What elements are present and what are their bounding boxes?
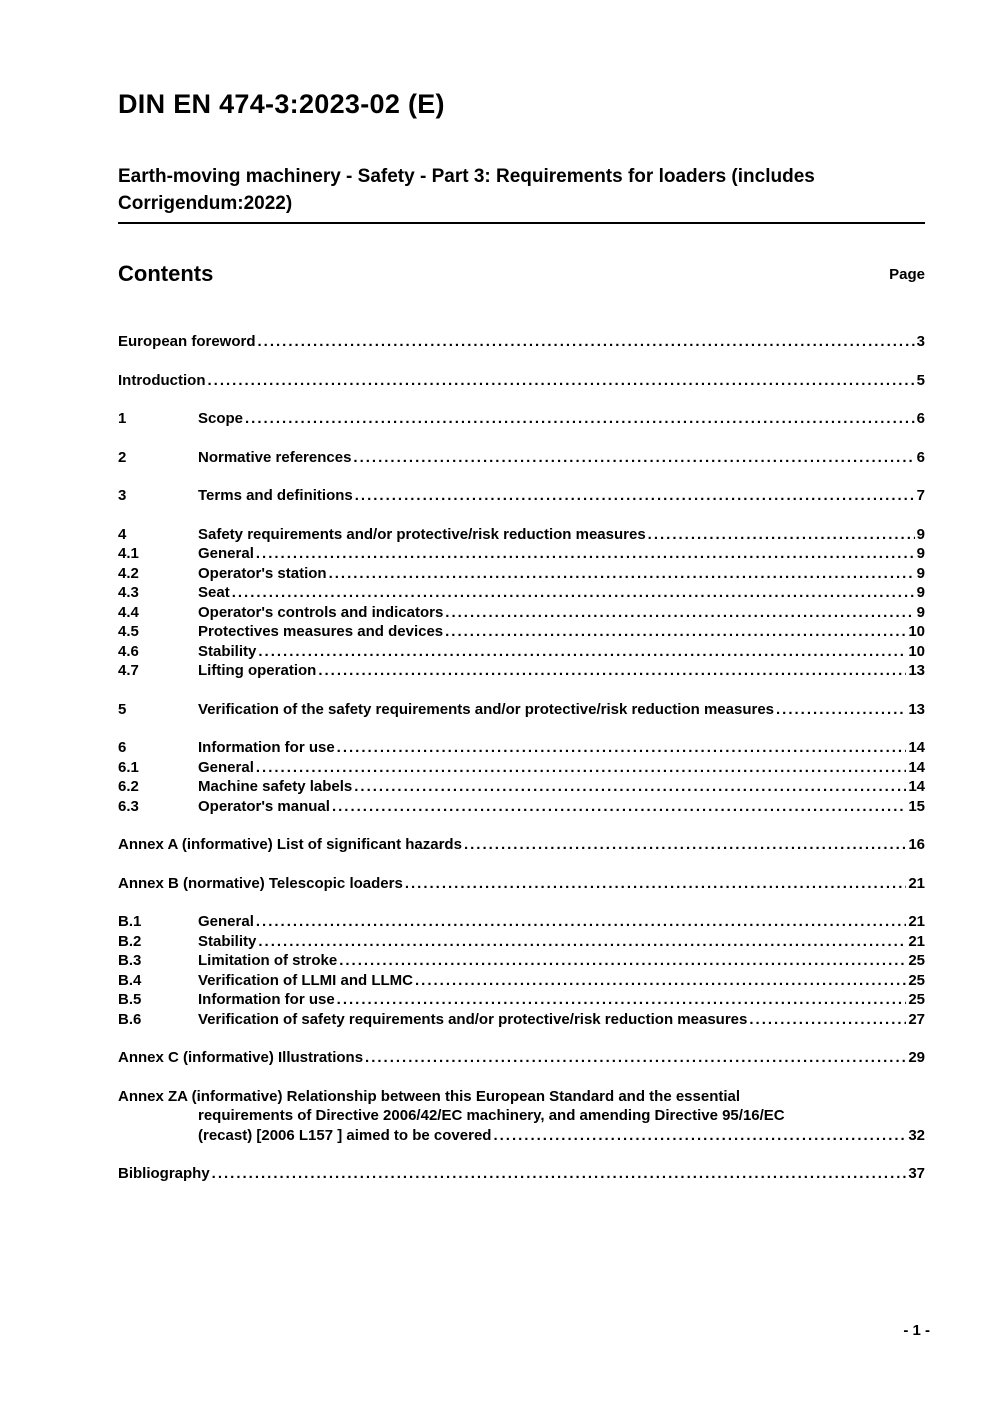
toc-row bbox=[118, 448, 925, 468]
document-id: DIN EN 474-3:2023-02 (E) bbox=[118, 89, 445, 119]
toc-entry-page-number: 21 bbox=[908, 913, 925, 931]
page-column-label: Page bbox=[889, 266, 925, 284]
toc-entry-page-number: 25 bbox=[908, 991, 925, 1009]
toc-row bbox=[118, 912, 925, 932]
toc-entry-label: Verification of LLMI and LLMC bbox=[198, 971, 413, 989]
toc-entry-label: Information for use bbox=[198, 991, 335, 1009]
toc-entry-label: Information for use bbox=[198, 739, 335, 757]
toc-entry-page-number: 15 bbox=[908, 797, 925, 815]
toc-row bbox=[118, 777, 925, 797]
toc-entry-page-number: 9 bbox=[916, 564, 925, 582]
toc-entry bbox=[118, 525, 925, 545]
toc-dot-leader bbox=[353, 448, 914, 468]
toc-entry bbox=[118, 1087, 925, 1146]
toc-entry bbox=[118, 951, 925, 971]
toc-row bbox=[118, 951, 925, 971]
toc-entry-page-number: 5 bbox=[916, 371, 925, 389]
toc-entry bbox=[118, 1164, 925, 1184]
toc-entry bbox=[118, 738, 925, 758]
toc-row bbox=[118, 525, 925, 545]
toc-entry-page-number: 25 bbox=[908, 952, 925, 970]
toc-entry-number: 6.2 bbox=[118, 778, 139, 796]
page-number-footer: - 1 - bbox=[903, 1322, 930, 1339]
toc-row bbox=[118, 874, 925, 894]
toc-entry-page-number: 27 bbox=[908, 1010, 925, 1028]
toc-dot-leader bbox=[256, 912, 906, 932]
toc-entry-page-number: 9 bbox=[916, 584, 925, 602]
toc-entry-label: Operator's controls and indicators bbox=[198, 603, 444, 621]
toc-entry-label: Operator's manual bbox=[198, 797, 330, 815]
toc-entry bbox=[118, 874, 925, 894]
contents-header bbox=[118, 262, 925, 286]
toc-entry-page-number: 9 bbox=[916, 545, 925, 563]
toc-row bbox=[118, 661, 925, 681]
toc-entry-label: Operator's station bbox=[198, 564, 327, 582]
toc-entry-label: Annex B (normative) Telescopic loaders bbox=[118, 874, 403, 892]
toc-dot-leader bbox=[212, 1164, 907, 1184]
toc-entry-label: European foreword bbox=[118, 333, 256, 351]
toc-entry-number: B.5 bbox=[118, 991, 142, 1009]
toc-entry-number: 3 bbox=[118, 487, 127, 505]
toc-dot-leader bbox=[329, 564, 915, 584]
toc-entry-continuation-line: requirements of Directive 2006/42/EC machinery, and amending Directive 95/16/EC bbox=[198, 1107, 785, 1125]
toc-entry-page-number: 10 bbox=[908, 642, 925, 660]
contents-heading: Contents bbox=[118, 260, 214, 286]
toc-dot-leader bbox=[339, 951, 906, 971]
toc-entry bbox=[118, 564, 925, 584]
toc-row bbox=[118, 332, 925, 352]
toc-dot-leader bbox=[493, 1126, 906, 1146]
toc-entry bbox=[118, 797, 925, 817]
toc-entry bbox=[118, 603, 925, 623]
toc-entry-number: 4.6 bbox=[118, 642, 139, 660]
toc-entry-page-number: 37 bbox=[908, 1165, 925, 1183]
toc-dot-leader bbox=[207, 371, 914, 391]
document-title: Earth-moving machinery - Safety - Part 3: Requirements for loaders (includes Corrigendum:2022) bbox=[118, 164, 925, 223]
toc-entry-number: 6.3 bbox=[118, 797, 139, 815]
toc-row bbox=[118, 932, 925, 952]
toc-row bbox=[118, 1126, 925, 1146]
toc-entry-number: 4.7 bbox=[118, 662, 139, 680]
toc-entry-number: 4.4 bbox=[118, 603, 139, 621]
toc-entry bbox=[118, 486, 925, 506]
toc-entry-page-number: 6 bbox=[916, 448, 925, 466]
toc-entry-label: Verification of safety requirements and/or protective/risk reduction measures bbox=[198, 1010, 748, 1028]
toc-entry-page-number: 14 bbox=[908, 739, 925, 757]
toc-entry-page-number: 21 bbox=[908, 874, 925, 892]
toc-entry-label: Machine safety labels bbox=[198, 778, 353, 796]
toc-dot-leader bbox=[405, 874, 907, 894]
toc-dot-leader bbox=[258, 932, 906, 952]
toc-entry bbox=[118, 622, 925, 642]
toc-row bbox=[118, 564, 925, 584]
toc-dot-leader bbox=[318, 661, 906, 681]
toc-entry-label: Annex A (informative) List of significant hazards bbox=[118, 836, 462, 854]
toc-entry-page-number: 6 bbox=[916, 410, 925, 428]
toc-dot-leader bbox=[354, 777, 906, 797]
toc-entry-page-number: 7 bbox=[916, 487, 925, 505]
toc-entry-label: Bibliography bbox=[118, 1165, 210, 1183]
toc-entry bbox=[118, 583, 925, 603]
toc-entry-label: Limitation of stroke bbox=[198, 952, 338, 970]
toc-row bbox=[118, 738, 925, 758]
toc-entry-label: Stability bbox=[198, 642, 257, 660]
toc-entry-number: 2 bbox=[118, 448, 127, 466]
toc-entry-label: (recast) [2006 L157 ] aimed to be covered bbox=[198, 1126, 492, 1144]
toc-entry-label: General bbox=[198, 913, 254, 931]
toc-row bbox=[118, 797, 925, 817]
toc-entry-label: Protectives measures and devices bbox=[198, 623, 444, 641]
toc-entry bbox=[118, 371, 925, 391]
toc-dot-leader bbox=[337, 990, 907, 1010]
toc-row bbox=[118, 544, 925, 564]
toc-entry bbox=[118, 642, 925, 662]
toc-entry-page-number: 14 bbox=[908, 778, 925, 796]
toc-entry-label: Normative references bbox=[198, 448, 352, 466]
toc-entry-label: General bbox=[198, 758, 254, 776]
toc-entry-page-number: 29 bbox=[908, 1049, 925, 1067]
toc-dot-leader bbox=[256, 544, 915, 564]
toc-row bbox=[118, 758, 925, 778]
toc-entry-continuation-line: Annex ZA (informative) Relationship between this European Standard and the essential bbox=[118, 1087, 741, 1105]
toc-row bbox=[118, 1010, 925, 1030]
toc-entry-number: B.1 bbox=[118, 913, 142, 931]
toc-entry-number: 5 bbox=[118, 700, 127, 718]
page-content bbox=[118, 88, 925, 1184]
toc-dot-leader bbox=[355, 486, 915, 506]
toc-row bbox=[118, 603, 925, 623]
toc-row bbox=[118, 990, 925, 1010]
toc-entry bbox=[118, 332, 925, 352]
toc-dot-leader bbox=[245, 409, 915, 429]
toc-entry-page-number: 10 bbox=[908, 623, 925, 641]
toc-entry-page-number: 14 bbox=[908, 758, 925, 776]
toc-entry-number: B.6 bbox=[118, 1010, 142, 1028]
toc-entry-number: 6 bbox=[118, 739, 127, 757]
toc-list bbox=[118, 332, 925, 1184]
toc-dot-leader bbox=[232, 583, 915, 603]
toc-entry-page-number: 25 bbox=[908, 971, 925, 989]
toc-dot-leader bbox=[337, 738, 907, 758]
toc-dot-leader bbox=[258, 332, 915, 352]
toc-entry-label: Terms and definitions bbox=[198, 487, 353, 505]
toc-entry bbox=[118, 971, 925, 991]
toc-entry-page-number: 16 bbox=[908, 836, 925, 854]
toc-entry-page-number: 3 bbox=[916, 333, 925, 351]
toc-entry bbox=[118, 661, 925, 681]
toc-entry-number: 1 bbox=[118, 410, 127, 428]
toc-entry-number: 4.2 bbox=[118, 564, 139, 582]
toc-entry-number: 4.3 bbox=[118, 584, 139, 602]
toc-row bbox=[118, 486, 925, 506]
toc-entry-number: B.4 bbox=[118, 971, 142, 989]
toc-entry-number: 4 bbox=[118, 525, 127, 543]
toc-entry-page-number: 9 bbox=[916, 603, 925, 621]
toc-entry-page-number: 13 bbox=[908, 700, 925, 718]
toc-dot-leader bbox=[256, 758, 906, 778]
toc-row bbox=[118, 700, 925, 720]
toc-dot-leader bbox=[776, 700, 906, 720]
toc-entry-label: Seat bbox=[198, 584, 230, 602]
toc-row bbox=[118, 1048, 925, 1068]
toc-entry bbox=[118, 758, 925, 778]
toc-entry-number: 6.1 bbox=[118, 758, 139, 776]
toc-entry bbox=[118, 912, 925, 932]
toc-entry bbox=[118, 990, 925, 1010]
toc-entry bbox=[118, 1048, 925, 1068]
toc-entry-label: Scope bbox=[198, 410, 244, 428]
toc-row bbox=[118, 971, 925, 991]
toc-entry bbox=[118, 544, 925, 564]
toc-entry-number: B.2 bbox=[118, 932, 142, 950]
toc-entry-page-number: 9 bbox=[916, 525, 925, 543]
toc-entry-label: Introduction bbox=[118, 371, 206, 389]
toc-entry-page-number: 32 bbox=[908, 1126, 925, 1144]
toc-dot-leader bbox=[445, 603, 914, 623]
toc-row bbox=[118, 371, 925, 391]
toc-row bbox=[118, 1164, 925, 1184]
toc-entry bbox=[118, 700, 925, 720]
toc-entry-page-number: 21 bbox=[908, 932, 925, 950]
toc-dot-leader bbox=[749, 1010, 906, 1030]
toc-dot-leader bbox=[365, 1048, 906, 1068]
toc-entry-number: 4.1 bbox=[118, 545, 139, 563]
toc-dot-leader bbox=[445, 622, 906, 642]
toc-entry bbox=[118, 1010, 925, 1030]
toc-dot-leader bbox=[648, 525, 915, 545]
toc-entry-label: General bbox=[198, 545, 254, 563]
toc-entry-label: Annex C (informative) Illustrations bbox=[118, 1049, 364, 1067]
toc-entry-label: Lifting operation bbox=[198, 662, 317, 680]
toc-dot-leader bbox=[464, 835, 906, 855]
toc-entry bbox=[118, 932, 925, 952]
toc-dot-leader bbox=[415, 971, 906, 991]
toc-entry-number: B.3 bbox=[118, 952, 142, 970]
toc-row bbox=[118, 583, 925, 603]
toc-row bbox=[118, 642, 925, 662]
toc-dot-leader bbox=[332, 797, 906, 817]
toc-entry-label: Verification of the safety requirements and/or protective/risk reduction measures bbox=[198, 700, 775, 718]
toc-entry bbox=[118, 777, 925, 797]
toc-entry bbox=[118, 835, 925, 855]
toc-entry bbox=[118, 448, 925, 468]
toc-entry bbox=[118, 409, 925, 429]
toc-dot-leader bbox=[258, 642, 906, 662]
toc-row bbox=[118, 622, 925, 642]
toc-entry-label: Stability bbox=[198, 932, 257, 950]
toc-row bbox=[118, 835, 925, 855]
toc-entry-number: 4.5 bbox=[118, 623, 139, 641]
toc-row bbox=[118, 409, 925, 429]
toc-entry-label: Safety requirements and/or protective/risk reduction measures bbox=[198, 525, 646, 543]
toc-entry-page-number: 13 bbox=[908, 662, 925, 680]
